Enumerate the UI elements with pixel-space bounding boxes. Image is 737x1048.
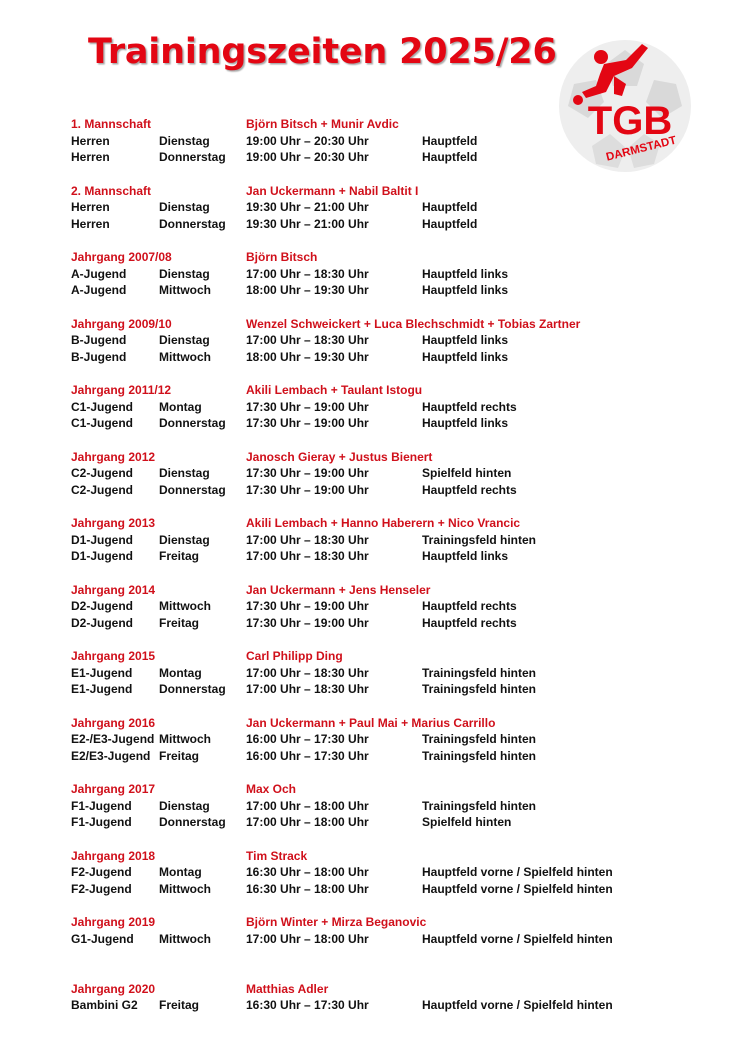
group-trainers: Wenzel Schweickert + Luca Blechschmidt + Tobias Zartner [246,317,580,331]
schedule-group [71,915,671,982]
session-time: 17:30 Uhr – 19:00 Uhr [246,466,369,480]
session-row [71,998,671,1015]
schedule-group [71,117,671,184]
schedule-group [71,782,671,849]
session-time: 16:30 Uhr – 17:30 Uhr [246,998,369,1012]
session-time: 17:00 Uhr – 18:30 Uhr [246,549,369,563]
group-name: Jahrgang 2013 [71,516,155,530]
session-day: Dienstag [159,466,210,480]
session-team: F1-Jugend [71,799,132,813]
session-place: Spielfeld hinten [422,815,511,829]
group-name: Jahrgang 2007/08 [71,250,172,264]
session-day: Donnerstag [159,682,226,696]
session-day: Donnerstag [159,815,226,829]
session-time: 18:00 Uhr – 19:30 Uhr [246,350,369,364]
session-row [71,283,671,300]
group-name: Jahrgang 2014 [71,583,155,597]
session-time: 17:00 Uhr – 18:30 Uhr [246,267,369,281]
session-time: 17:00 Uhr – 18:30 Uhr [246,533,369,547]
session-day: Mittwoch [159,350,211,364]
session-place: Trainingsfeld hinten [422,732,536,746]
session-day: Mittwoch [159,932,211,946]
schedule-group [71,184,671,251]
session-place: Trainingsfeld hinten [422,533,536,547]
session-place: Hauptfeld [422,150,477,164]
session-day: Dienstag [159,533,210,547]
group-trainers: Akili Lembach + Hanno Haberern + Nico Vrancic [246,516,520,530]
schedule-group [71,250,671,317]
session-time: 17:00 Uhr – 18:30 Uhr [246,333,369,347]
session-time: 17:30 Uhr – 19:00 Uhr [246,616,369,630]
group-trainers: Jan Uckermann + Paul Mai + Marius Carrillo [246,716,495,730]
session-place: Trainingsfeld hinten [422,682,536,696]
group-trainers: Björn Winter + Mirza Beganovic [246,915,426,929]
session-row [71,682,671,699]
session-place: Hauptfeld rechts [422,400,517,414]
group-header [71,849,671,866]
session-place: Hauptfeld [422,134,477,148]
session-team: C2-Jugend [71,466,133,480]
group-header [71,516,671,533]
session-time: 17:30 Uhr – 19:00 Uhr [246,400,369,414]
session-place: Hauptfeld links [422,333,508,347]
session-place: Hauptfeld vorne / Spielfeld hinten [422,998,613,1012]
schedule-group [71,383,671,450]
session-team: E2-/E3-Jugend [71,732,154,746]
session-time: 19:00 Uhr – 20:30 Uhr [246,134,369,148]
session-time: 19:30 Uhr – 21:00 Uhr [246,200,369,214]
session-row [71,932,671,949]
session-team: A-Jugend [71,267,126,281]
session-place: Trainingsfeld hinten [422,749,536,763]
session-time: 16:00 Uhr – 17:30 Uhr [246,749,369,763]
session-row [71,599,671,616]
schedule-group [71,716,671,783]
group-name: 1. Mannschaft [71,117,151,131]
session-day: Freitag [159,616,199,630]
session-row [71,416,671,433]
session-row [71,549,671,566]
session-time: 16:30 Uhr – 18:00 Uhr [246,865,369,879]
group-header [71,915,671,932]
session-team: Herren [71,200,110,214]
group-name: Jahrgang 2011/12 [71,383,171,397]
session-day: Montag [159,865,202,879]
session-place: Hauptfeld links [422,283,508,297]
session-time: 17:30 Uhr – 19:00 Uhr [246,416,369,430]
session-team: D1-Jugend [71,549,133,563]
session-time: 17:30 Uhr – 19:00 Uhr [246,599,369,613]
session-place: Spielfeld hinten [422,466,511,480]
session-row [71,616,671,633]
session-time: 19:00 Uhr – 20:30 Uhr [246,150,369,164]
group-trainers: Carl Philipp Ding [246,649,343,663]
session-team: E1-Jugend [71,666,132,680]
session-team: Herren [71,217,110,231]
schedule-group [71,516,671,583]
session-time: 16:30 Uhr – 18:00 Uhr [246,882,369,896]
session-day: Donnerstag [159,416,226,430]
session-place: Hauptfeld links [422,416,508,430]
session-team: D2-Jugend [71,616,133,630]
session-time: 17:00 Uhr – 18:30 Uhr [246,682,369,696]
schedule-group [71,317,671,384]
session-day: Mittwoch [159,283,211,297]
group-name: Jahrgang 2012 [71,450,155,464]
session-row [71,333,671,350]
session-row [71,350,671,367]
group-name: Jahrgang 2017 [71,782,155,796]
logo-subtext: DARMSTADT [605,135,678,164]
training-schedule [71,117,671,1048]
session-place: Hauptfeld links [422,350,508,364]
session-place: Trainingsfeld hinten [422,666,536,680]
session-time: 18:00 Uhr – 19:30 Uhr [246,283,369,297]
session-team: C2-Jugend [71,483,133,497]
group-name: Jahrgang 2009/10 [71,317,172,331]
group-header [71,117,671,134]
session-time: 17:00 Uhr – 18:00 Uhr [246,815,369,829]
group-header [71,649,671,666]
page-title: Trainingszeiten 2025/26 [88,32,557,72]
session-row [71,815,671,832]
session-row [71,749,671,766]
group-header [71,716,671,733]
schedule-group [71,649,671,716]
session-place: Hauptfeld [422,200,477,214]
session-day: Dienstag [159,200,210,214]
session-place: Hauptfeld rechts [422,616,517,630]
session-day: Dienstag [159,134,210,148]
session-day: Donnerstag [159,217,226,231]
group-trainers: Jan Uckermann + Nabil Baltit I [246,184,418,198]
session-time: 16:00 Uhr – 17:30 Uhr [246,732,369,746]
group-header [71,782,671,799]
session-day: Freitag [159,749,199,763]
session-time: 17:00 Uhr – 18:00 Uhr [246,932,369,946]
session-row [71,533,671,550]
session-row [71,799,671,816]
session-team: C1-Jugend [71,416,133,430]
session-row [71,200,671,217]
session-place: Trainingsfeld hinten [422,799,536,813]
session-row [71,865,671,882]
session-day: Mittwoch [159,732,211,746]
session-row [71,666,671,683]
session-row [71,267,671,284]
session-row [71,466,671,483]
session-row [71,483,671,500]
session-team: D1-Jugend [71,533,133,547]
session-time: 17:30 Uhr – 19:00 Uhr [246,483,369,497]
session-place: Hauptfeld vorne / Spielfeld hinten [422,865,613,879]
session-team: F2-Jugend [71,865,132,879]
group-name: Jahrgang 2020 [71,982,155,996]
group-name: Jahrgang 2019 [71,915,155,929]
session-day: Freitag [159,998,199,1012]
session-day: Montag [159,666,202,680]
session-place: Hauptfeld vorne / Spielfeld hinten [422,932,613,946]
session-day: Freitag [159,549,199,563]
group-header [71,982,671,999]
group-trainers: Matthias Adler [246,982,328,996]
session-team: Herren [71,150,110,164]
session-team: C1-Jugend [71,400,133,414]
session-day: Donnerstag [159,483,226,497]
session-day: Mittwoch [159,599,211,613]
schedule-group [71,849,671,916]
logo-text: TGB [588,99,672,143]
group-header [71,184,671,201]
group-header [71,250,671,267]
session-team: Bambini G2 [71,998,138,1012]
session-time: 19:30 Uhr – 21:00 Uhr [246,217,369,231]
session-team: A-Jugend [71,283,126,297]
session-row [71,217,671,234]
session-row [71,882,671,899]
session-time: 17:00 Uhr – 18:30 Uhr [246,666,369,680]
session-place: Hauptfeld vorne / Spielfeld hinten [422,882,613,896]
group-trainers: Tim Strack [246,849,307,863]
group-trainers: Jan Uckermann + Jens Henseler [246,583,430,597]
session-team: E1-Jugend [71,682,132,696]
group-header [71,450,671,467]
schedule-group [71,583,671,650]
session-day: Dienstag [159,267,210,281]
group-name: Jahrgang 2015 [71,649,155,663]
session-day: Dienstag [159,333,210,347]
session-row [71,134,671,151]
group-trainers: Björn Bitsch [246,250,317,264]
group-trainers: Akili Lembach + Taulant Istogu [246,383,422,397]
group-name: Jahrgang 2016 [71,716,155,730]
session-time: 17:00 Uhr – 18:00 Uhr [246,799,369,813]
session-team: E2/E3-Jugend [71,749,150,763]
group-header [71,383,671,400]
session-team: B-Jugend [71,350,126,364]
group-trainers: Janosch Gieray + Justus Bienert [246,450,432,464]
session-row [71,732,671,749]
session-team: D2-Jugend [71,599,133,613]
session-team: F1-Jugend [71,815,132,829]
session-row [71,150,671,167]
session-place: Hauptfeld [422,217,477,231]
session-day: Montag [159,400,202,414]
group-name: Jahrgang 2018 [71,849,155,863]
session-place: Hauptfeld links [422,549,508,563]
group-name: 2. Mannschaft [71,184,151,198]
session-team: B-Jugend [71,333,126,347]
session-place: Hauptfeld rechts [422,599,517,613]
group-trainers: Max Och [246,782,296,796]
group-header [71,317,671,334]
session-place: Hauptfeld links [422,267,508,281]
session-row [71,400,671,417]
session-day: Mittwoch [159,882,211,896]
group-header [71,583,671,600]
session-day: Dienstag [159,799,210,813]
session-team: Herren [71,134,110,148]
session-team: F2-Jugend [71,882,132,896]
group-trainers: Björn Bitsch + Munir Avdic [246,117,399,131]
session-day: Donnerstag [159,150,226,164]
session-place: Hauptfeld rechts [422,483,517,497]
session-team: G1-Jugend [71,932,134,946]
schedule-group [71,982,671,1048]
schedule-group [71,450,671,517]
